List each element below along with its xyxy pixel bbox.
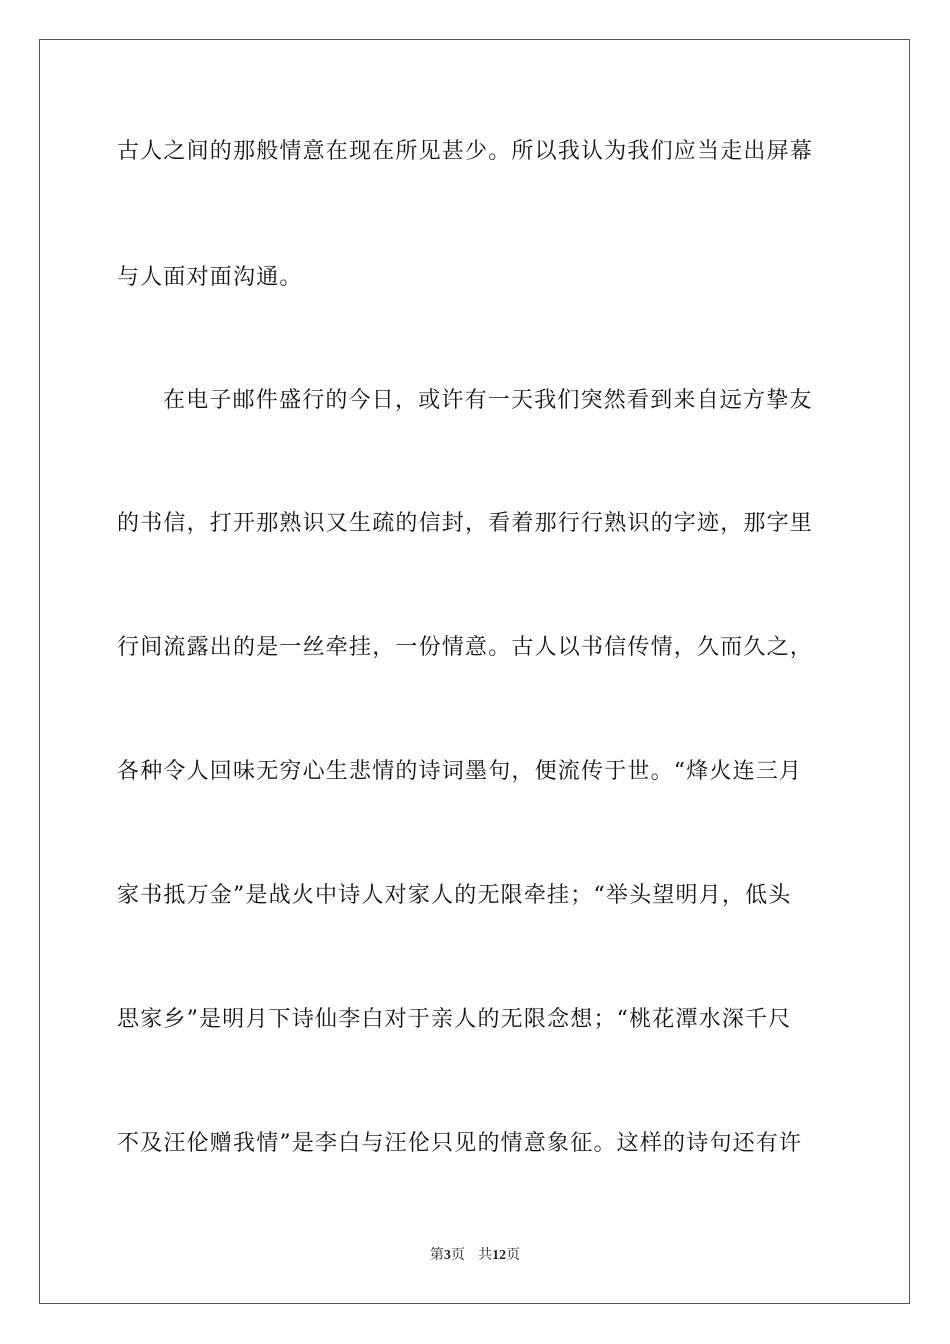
text-line: 不及汪伦赠我情”是李白与汪伦只见的情意象征。这样的诗句还有许 [117,1131,803,1156]
text-line: 各种令人回味无穷心生悲情的诗词墨句，便流传于世。“烽火连三月 [117,759,803,784]
page-prefix: 第 [429,1247,444,1263]
page-number: 3 [443,1248,451,1263]
text-line: 家书抵万金”是战火中诗人对家人的无限牵挂；“举头望明月，低头 [117,883,792,908]
total-suffix: 页 [506,1247,521,1263]
text-line: 古人之间的那般情意在现在所见甚少。所以我认为我们应当走出屏幕 [117,139,814,164]
page-footer [0,1246,950,1265]
paragraph-first-line: 在电子邮件盛行的今日，或许有一天我们突然看到来自远方挚友 [163,388,813,413]
text-line: 与人面对面沟通。 [117,265,303,290]
text-line: 行间流露出的是一丝牵挂，一份情意。古人以书信传情，久而久之， [117,635,814,660]
total-pages: 12 [492,1248,507,1263]
page-suffix: 页 [450,1247,465,1263]
text-line: 的书信，打开那熟识又生疏的信封，看着那行行熟识的字迹，那字里 [117,511,814,536]
total-prefix: 共 [478,1247,493,1263]
page-border [39,39,910,1304]
text-line: 思家乡”是明月下诗仙李白对于亲人的无限念想；“桃花潭水深千尺 [117,1007,792,1032]
